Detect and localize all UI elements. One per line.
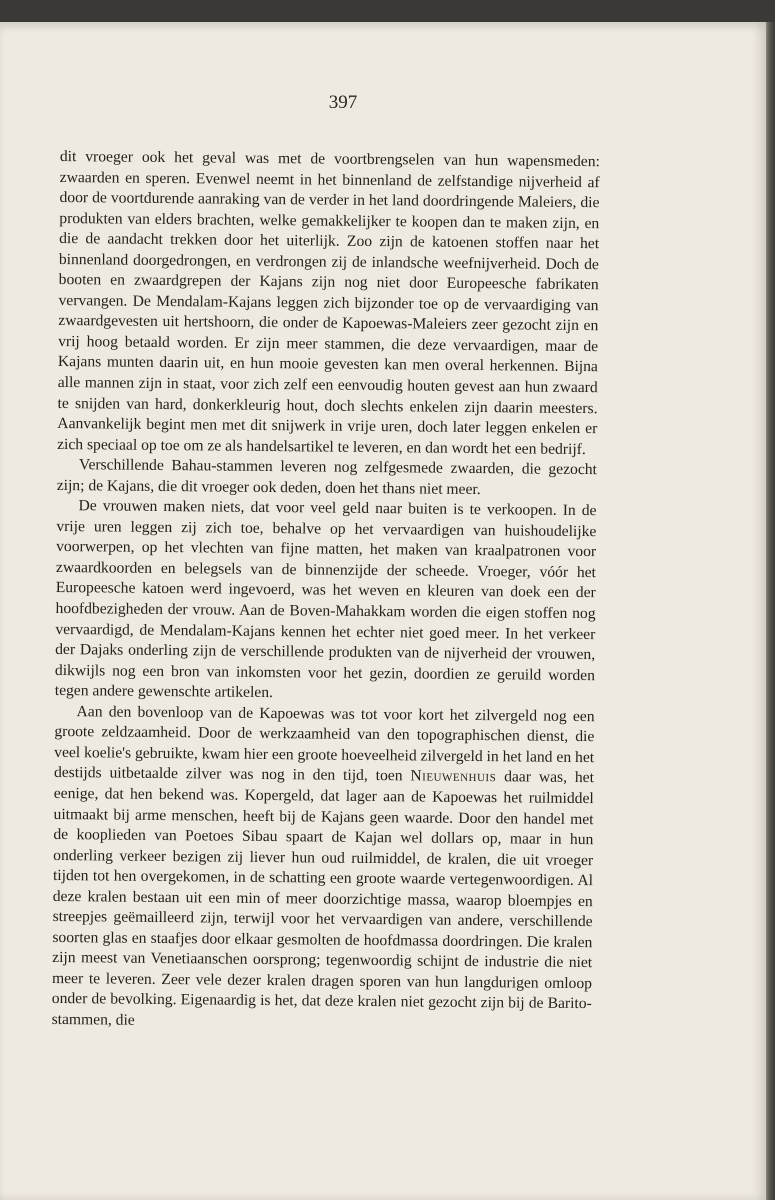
paragraph-4-part-1: Aan den bovenloop van de Kapoewas was tot voor kort het zilvergeld nog een groote zeldzaamheid. Door de werkzaamheid van den topographischen dienst, die veel koelie's gebruikte, kwam hier een groote hoeveelheid zilvergeld in het land en het destijds uitbetaalde zilver was nog in den tijd, toen bbox=[53, 702, 595, 785]
paragraph-1: dit vroeger ook het geval was met de voortbrengselen van hun wapensmeden: zwaarden en speren. Evenwel neemt in het binnenland de zelfstandige nijverheid af door de voortdurende aanraking van de verder in het land doordringende Maleiers, die produkten van elders brachten, welke gemakkelijker te koopen dan te maken zijn, en die de aandacht trekken door het uiterlijk. Zoo zijn de katoenen stoffen naar het binnenland doorgedrongen, en verdrongen zij de inlandsche weefnijverheid. Doch de booten en zwaardgrepen der Kajans zijn nog niet door Europeesche fabrikaten vervangen. De Mendalam-Kajans leggen zich bijzonder toe op de vervaardiging van zwaardgevesten uit hertshoorn, die onder de Kapoewas-Maleiers zeer gezocht zijn en vrij hoog betaald worden. Er zijn meer stammen, die deze vervaardigen, maar de Kajans munten daarin uit, en hun mooie gevesten kan men overal herkennen. Bijna alle mannen zijn in staat, voor zich zelf een eenvoudig houten gevest aan hun zwaard te snijden van hard, donkerkleurig hout, doch slechts enkelen zijn daarin meesters. Aanvankelijk begint men met dit snijwerk in vrije uren, doch later leggen enkelen er zich speciaal op toe om ze als handelsartikel te leveren, en dan wordt het een bedrijf. bbox=[57, 147, 600, 458]
paragraph-4-part-2: daar was, het eenige, dat hen bekend was. Kopergeld, dat lager aan de Kapoewas het ruilmiddel uitmaakt bij arme menschen, heeft bij de Kajans geen waarde. Door den handel met de kooplieden van Poetoes Sibau spaart de Kajan wel dollars op, maar in hun onderling verkeer bezigen zij liever hun oud ruilmiddel, de kralen, die uit vroeger tijden tot hen overgekomen, in de schatting een groote waarde vertegenwoordigen. Al deze kralen bestaan uit een min of meer doorzichtige massa, waarop bloempjes en streepjes geëmailleerd zijn, terwijl voor het vervaardigen van andere, verschillende soorten glas en staafjes door elkaar gesmolten de hoofdmassa doordringen. Die kralen zijn meest van Venetiaanschen oorsprong; tegenwoordig schijnt de industrie die niet meer te leveren. Zeer vele dezer kralen dragen sporen van hun langdurigen omloop onder de bevolking. Eigenaardig is het, dat deze kralen niet gezocht zijn bij de Barito-stammen, die bbox=[51, 768, 595, 1029]
body-text bbox=[52, 147, 600, 1036]
book-spine-edge bbox=[766, 22, 775, 1200]
page-number: 397 bbox=[328, 92, 358, 113]
paragraph-3: De vrouwen maken niets, dat voor veel geld naar buiten is te verkoopen. In de vrije uren leggen zij zich toe, behalve op het vervaardigen van huishoudelijke voorwerpen, op het vlechten van fijne matten, het maken van kraalpatronen voor zwaardkoorden en belegsels van de binnenzijde der scheede. Vroeger, vóór het Europeesche katoen werd ingevoerd, was het weven en kleuren van doek een der hoofdbezigheden der vrouw. Aan de Boven-Mahakkam worden die eigen stoffen nog vervaardigd, de Mendalam-Kajans kennen het echter niet goed meer. In het verkeer der Dajaks onderling zijn de verschillende produkten van de nijverheid der vrouwen, dikwijls nog een bron van inkomsten voor het gezin, doordien ze geruild worden tegen andere gewenschte artikelen. bbox=[54, 497, 597, 702]
author-name-smallcaps: Nieuwenhuis bbox=[410, 767, 497, 786]
paragraph-2: Verschillende Bahau-stammen leveren nog zelfgesmede zwaarden, die gezocht zijn; de Kajans, die dit vroeger ook deden, doen het thans niet meer. bbox=[56, 456, 598, 498]
paragraph-4 bbox=[52, 702, 595, 1036]
